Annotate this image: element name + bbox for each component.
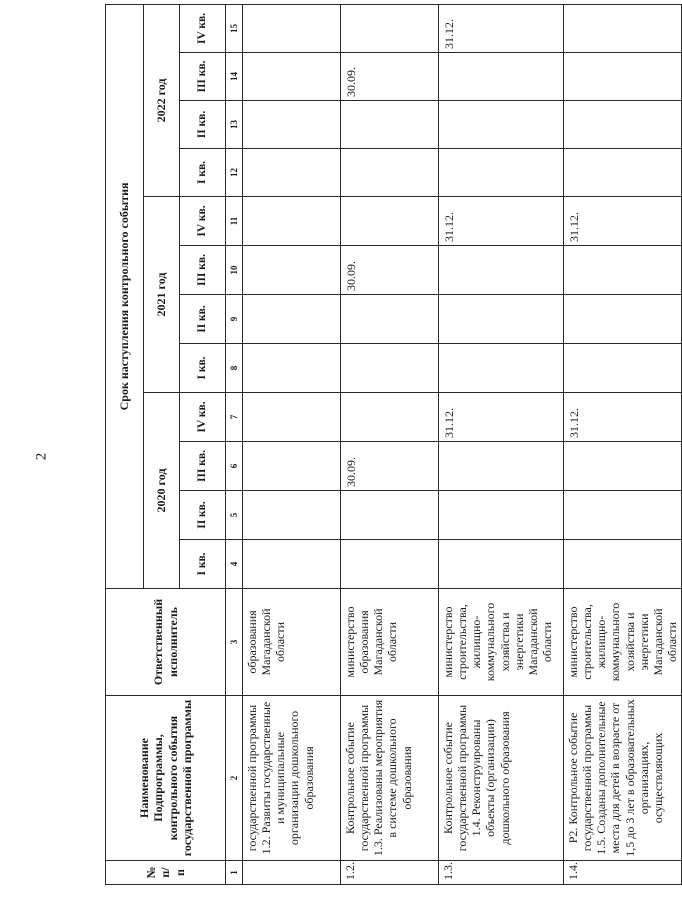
date-cell: [243, 540, 341, 589]
date-cell: [341, 197, 439, 246]
header-quarter: II кв.: [180, 295, 226, 344]
column-number: 11: [226, 197, 243, 246]
date-cell: 31.12.: [564, 197, 682, 246]
date-cell: [243, 393, 341, 442]
date-cell: [564, 101, 682, 149]
column-number: 5: [226, 491, 243, 540]
date-cell: [341, 540, 439, 589]
header-quarter: III кв.: [180, 246, 226, 295]
event-name: государственной программы 1.2. Развиты государственные и муниципальные организации дошкольного образования: [243, 696, 341, 861]
header-num: № п/п: [106, 861, 226, 885]
column-number: 13: [226, 101, 243, 149]
row-index: [243, 861, 341, 885]
date-cell: [243, 197, 341, 246]
date-cell: [564, 442, 682, 491]
date-cell: [341, 344, 439, 393]
date-cell: [243, 295, 341, 344]
date-cell: [243, 53, 341, 101]
table-row: [243, 4, 341, 884]
date-cell: [341, 101, 439, 149]
executor: министерство строительства, жилищно-коммунального хозяйства и энергетики Магаданской области: [439, 589, 564, 696]
executor: министерство строительства, жилищно-коммунального хозяйства и энергетики Магаданской области: [564, 589, 682, 696]
header-quarter: IV кв.: [180, 197, 226, 246]
date-cell: [439, 295, 564, 344]
date-cell: [439, 53, 564, 101]
date-cell: [439, 246, 564, 295]
date-cell: [243, 442, 341, 491]
date-cell: [439, 540, 564, 589]
header-year-2021: 2021 год: [144, 197, 180, 393]
event-name: Контрольное событие государственной программы 1.4. Реконструированы объекты (организации) дошкольного образования: [439, 696, 564, 861]
table-row: [564, 4, 682, 884]
table-row: [341, 4, 439, 884]
event-name: Р2. Контрольное событие государственной программы 1.5. Созданы дополнительные места для детей в возрасте от 1,5 до 3 лет в образовательных организациях, осуществляющих: [564, 696, 682, 861]
column-number: 8: [226, 344, 243, 393]
header-quarter: I кв.: [180, 540, 226, 589]
header-deadline: Срок наступления контрольного события: [106, 4, 144, 588]
column-number: 7: [226, 393, 243, 442]
date-cell: 31.12.: [564, 393, 682, 442]
header-quarter: IV кв.: [180, 393, 226, 442]
date-cell: [439, 344, 564, 393]
column-number: 2: [226, 696, 243, 861]
date-cell: [564, 4, 682, 52]
date-cell: 30.09.: [341, 246, 439, 295]
header-year-2020: 2020 год: [144, 393, 180, 589]
date-cell: [341, 4, 439, 52]
date-cell: 30.09.: [341, 53, 439, 101]
date-cell: [243, 491, 341, 540]
date-cell: [439, 491, 564, 540]
date-cell: [564, 344, 682, 393]
column-number: 9: [226, 295, 243, 344]
date-cell: 31.12.: [439, 197, 564, 246]
date-cell: [564, 540, 682, 589]
date-cell: [243, 149, 341, 197]
column-number: 15: [226, 4, 243, 52]
date-cell: 31.12.: [439, 4, 564, 52]
date-cell: [243, 246, 341, 295]
date-cell: 31.12.: [439, 393, 564, 442]
column-number: 10: [226, 246, 243, 295]
page-number: 2: [33, 452, 50, 461]
header-quarter: III кв.: [180, 442, 226, 491]
header-quarter: I кв.: [180, 149, 226, 197]
header-name: Наименование Подпрограммы, контрольного события государственной программы: [106, 696, 226, 861]
date-cell: [341, 149, 439, 197]
header-quarter: I кв.: [180, 344, 226, 393]
row-index: 1.3.: [439, 861, 564, 885]
date-cell: [341, 295, 439, 344]
date-cell: [243, 344, 341, 393]
header-quarter: III кв.: [180, 53, 226, 101]
rotated-table-container: [105, 5, 680, 885]
header-quarter: II кв.: [180, 101, 226, 149]
date-cell: [564, 295, 682, 344]
date-cell: [439, 442, 564, 491]
date-cell: [243, 101, 341, 149]
column-number: 4: [226, 540, 243, 589]
executor: министерство образования Магаданской области: [341, 589, 439, 696]
header-quarter: II кв.: [180, 491, 226, 540]
date-cell: [564, 53, 682, 101]
date-cell: [439, 101, 564, 149]
date-cell: [564, 491, 682, 540]
column-number: 14: [226, 53, 243, 101]
date-cell: [439, 149, 564, 197]
date-cell: [564, 149, 682, 197]
event-name: Контрольное событие государственной программы 1.3. Реализованы мероприятия в системе дошкольного образования: [341, 696, 439, 861]
column-number: 6: [226, 442, 243, 491]
date-cell: [243, 4, 341, 52]
column-numbers-row: [226, 4, 243, 884]
column-number: 1: [226, 861, 243, 885]
date-cell: [564, 246, 682, 295]
header-year-2022: 2022 год: [144, 4, 180, 196]
column-number: 12: [226, 149, 243, 197]
table-row: [439, 4, 564, 884]
row-index: 1.4.: [564, 861, 682, 885]
control-events-table: [105, 4, 682, 885]
date-cell: 30.09.: [341, 442, 439, 491]
date-cell: [341, 393, 439, 442]
column-number: 3: [226, 589, 243, 696]
header-executor: Ответственный исполнитель: [106, 589, 226, 696]
row-index: 1.2.: [341, 861, 439, 885]
date-cell: [341, 491, 439, 540]
executor: образования Магаданской области: [243, 589, 341, 696]
header-quarter: IV кв.: [180, 4, 226, 52]
